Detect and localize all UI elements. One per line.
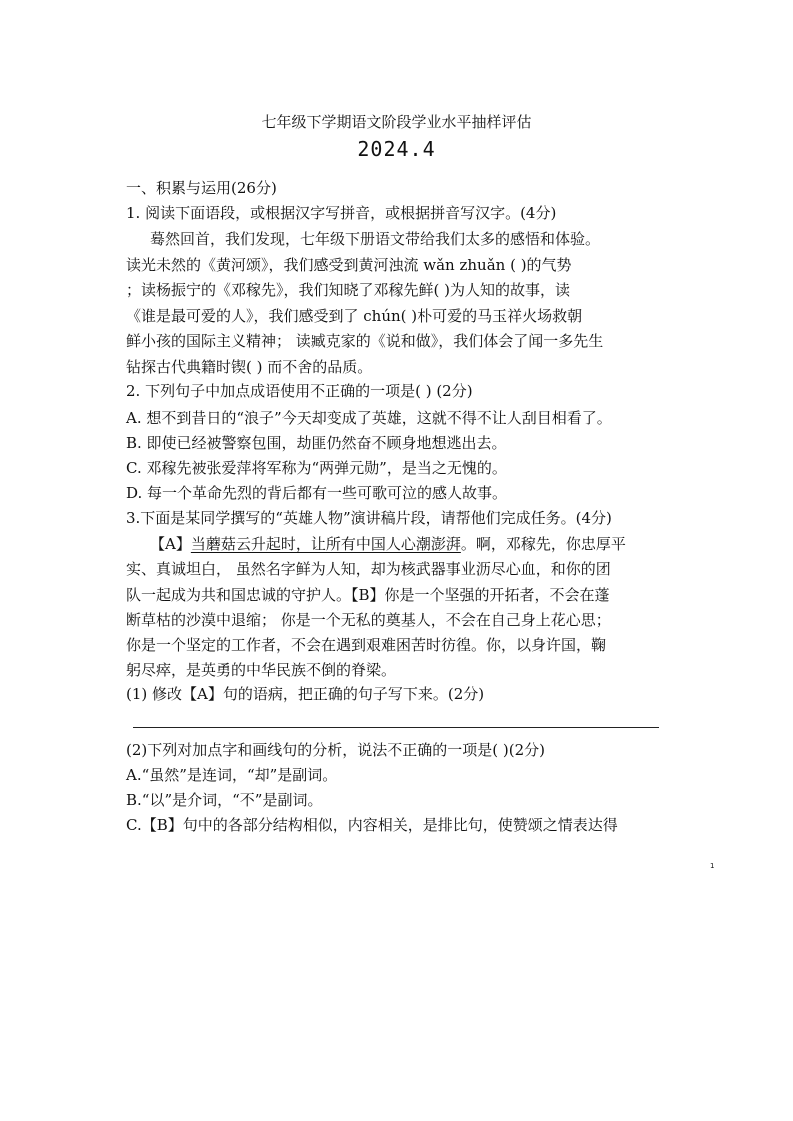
question-1-line: 读光未然的《黄河颂》，我们感受到黄河浊流 wǎn zhuǎn ( )的气势 — [126, 256, 572, 274]
question-2-option-c: C. 邓稼先被张爱萍将军称为“两弹元勋”，是当之无愧的。 — [126, 459, 507, 477]
question-3-paragraph-line: 你是一个坚定的工作者，不会在遇到艰难困苦时彷徨。你，以身许国，鞠 — [126, 636, 607, 654]
question-3-sub2-option-c: C.【B】句中的各部分结构相似，内容相关，是排比句，使赞颂之情表达得 — [126, 816, 618, 834]
question-3-sub2-option-a: A.“虽然”是连词，“却”是副词。 — [126, 766, 338, 784]
exam-date: 2024.4 — [357, 137, 436, 161]
section-heading: 一、积累与运用(26分) — [126, 179, 277, 197]
question-2-option-d: D. 每一个革命先烈的背后都有一些可歌可泣的感人故事。 — [126, 484, 508, 502]
question-1-line: 《谁是最可爱的人》，我们感受到了 chún( )朴可爱的马玉祥火场救朝 — [126, 307, 583, 325]
underlined-sentence-a: 当蘑菇云升起时，让所有中国人心潮澎湃 — [190, 535, 461, 553]
question-3-sub2: (2)下列对加点字和画线句的分析，说法不正确的一项是( )(2分) — [126, 741, 545, 759]
question-3-sub1: (1) 修改【A】句的语病，把正确的句子写下来。(2分) — [126, 685, 485, 703]
question-1-line: 钻探古代典籍时锲( ) 而不舍的品质。 — [126, 358, 373, 376]
question-3-paragraph-line: 队一起成为共和国忠诚的守护人。【B】你是一个坚强的开拓者，不会在蓬 — [126, 586, 610, 604]
question-1-line: 蓦然回首，我们发现，七年级下册语文带给我们太多的感悟和体验。 — [150, 230, 601, 248]
question-3-sub2-option-b: B.“以”是介词，“不”是副词。 — [126, 791, 323, 809]
question-2-option-b: B. 即使已经被警察包围，劫匪仍然奋不顾身地想逃出去。 — [126, 434, 507, 452]
question-1-line: ；读杨振宁的《邓稼先》，我们知晓了邓稼先鲜( )为人知的故事，读 — [126, 281, 570, 299]
answer-blank-line — [133, 727, 659, 728]
question-3-paragraph-first-line — [150, 534, 626, 554]
question-2-prompt: 2. 下列句子中加点成语使用不正确的一项是( ) (2分) — [126, 382, 473, 400]
question-3-paragraph-line: 断草枯的沙漠中退缩； 你是一个无私的奠基人，不会在自己身上花心思； — [126, 611, 611, 629]
exam-title: 七年级下学期语文阶段学业水平抽样评估 — [261, 113, 532, 131]
question-1-prompt: 1. 阅读下面语段，或根据汉字写拼音，或根据拼音写汉字。(4分) — [126, 204, 557, 222]
marker-a: 【A】 — [150, 535, 191, 553]
question-3-paragraph-line: 实、真诚坦白， 虽然名字鲜为人知，却为核武器事业沥尽心血，和你的团 — [126, 560, 611, 578]
page-number: 1 — [710, 862, 715, 870]
question-3-paragraph-line: 躬尽瘁，是英勇的中华民族不倒的脊梁。 — [126, 661, 397, 679]
question-3-prompt: 3.下面是某同学撰写的“英雄人物”演讲稿片段，请帮他们完成任务。(4分) — [126, 509, 612, 527]
paragraph-text: 。啊，邓稼先，你忠厚平 — [460, 535, 626, 553]
question-2-option-a: A. 想不到昔日的“浪子”今天却变成了英雄，这就不得不让人刮目相看了。 — [126, 409, 612, 427]
question-1-line: 鲜小孩的国际主义精神； 读臧克家的《说和做》，我们体会了闻一多先生 — [126, 332, 604, 350]
